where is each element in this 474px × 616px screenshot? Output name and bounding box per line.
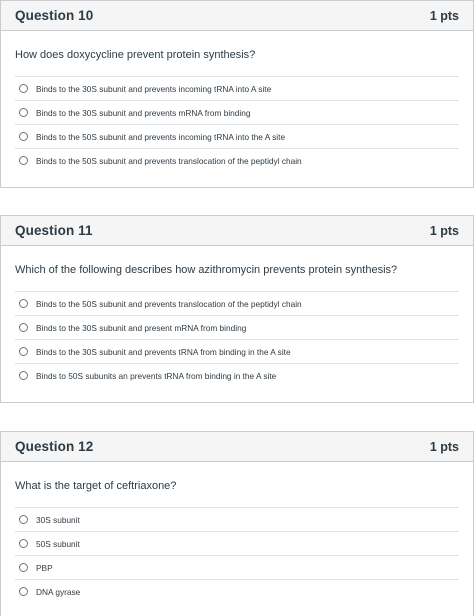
radio-button[interactable] — [19, 371, 28, 380]
answer-option[interactable] — [15, 315, 459, 339]
question-points: 1 pts — [429, 223, 459, 238]
radio-button[interactable] — [19, 539, 28, 548]
radio-button[interactable] — [19, 156, 28, 165]
answer-option[interactable] — [15, 339, 459, 363]
radio-button[interactable] — [19, 515, 28, 524]
radio-button[interactable] — [19, 587, 28, 596]
question-title: Question 12 — [15, 439, 94, 454]
question-header — [1, 432, 473, 462]
answer-option[interactable] — [15, 507, 459, 531]
answer-option[interactable] — [15, 124, 459, 148]
question-title: Question 11 — [15, 223, 93, 238]
answer-label: PBP — [36, 562, 53, 573]
question-points: 1 pts — [429, 8, 459, 23]
question-header — [1, 1, 473, 31]
answer-option[interactable] — [15, 555, 459, 579]
question-card-12 — [0, 431, 474, 616]
question-card-10 — [0, 0, 474, 188]
answer-list — [15, 291, 459, 387]
answer-label: Binds to the 50S subunit and prevents incoming tRNA into the A site — [36, 131, 286, 142]
radio-button[interactable] — [19, 84, 28, 93]
answer-label: Binds to the 50S subunit and prevents translocation of the peptidyl chain — [36, 155, 302, 166]
radio-button[interactable] — [19, 132, 28, 141]
answer-label: 50S subunit — [36, 538, 80, 549]
answer-label: Binds to the 50S subunit and prevents translocation of the peptidyl chain — [36, 298, 302, 309]
question-card-11 — [0, 215, 474, 403]
question-text: How does doxycycline prevent protein synthesis? — [15, 49, 256, 61]
answer-label: DNA gyrase — [36, 586, 81, 597]
radio-button[interactable] — [19, 347, 28, 356]
question-title: Question 10 — [15, 8, 94, 23]
radio-button[interactable] — [19, 108, 28, 117]
radio-button[interactable] — [19, 323, 28, 332]
answer-list — [15, 76, 459, 172]
answer-option[interactable] — [15, 579, 459, 603]
answer-option[interactable] — [15, 363, 459, 387]
radio-button[interactable] — [19, 299, 28, 308]
answer-list — [15, 507, 459, 603]
radio-button[interactable] — [19, 563, 28, 572]
answer-label: Binds to the 30S subunit and present mRNA from binding — [36, 322, 247, 333]
answer-option[interactable] — [15, 148, 459, 172]
question-header — [1, 216, 473, 246]
answer-label: Binds to the 30S subunit and prevents incoming tRNA into A site — [36, 83, 272, 94]
answer-label: Binds to the 30S subunit and prevents mRNA from binding — [36, 107, 251, 118]
answer-option[interactable] — [15, 531, 459, 555]
question-text: Which of the following describes how azithromycin prevents protein synthesis? — [15, 264, 398, 276]
answer-option[interactable] — [15, 76, 459, 100]
answer-option[interactable] — [15, 100, 459, 124]
answer-label: 30S subunit — [36, 514, 80, 525]
answer-label: Binds to 50S subunits an prevents tRNA from binding in the A site — [36, 370, 277, 381]
answer-option[interactable] — [15, 291, 459, 315]
question-points: 1 pts — [429, 439, 459, 454]
question-text: What is the target of ceftriaxone? — [15, 480, 177, 492]
answer-label: Binds to the 30S subunit and prevents tRNA from binding in the A site — [36, 346, 291, 357]
